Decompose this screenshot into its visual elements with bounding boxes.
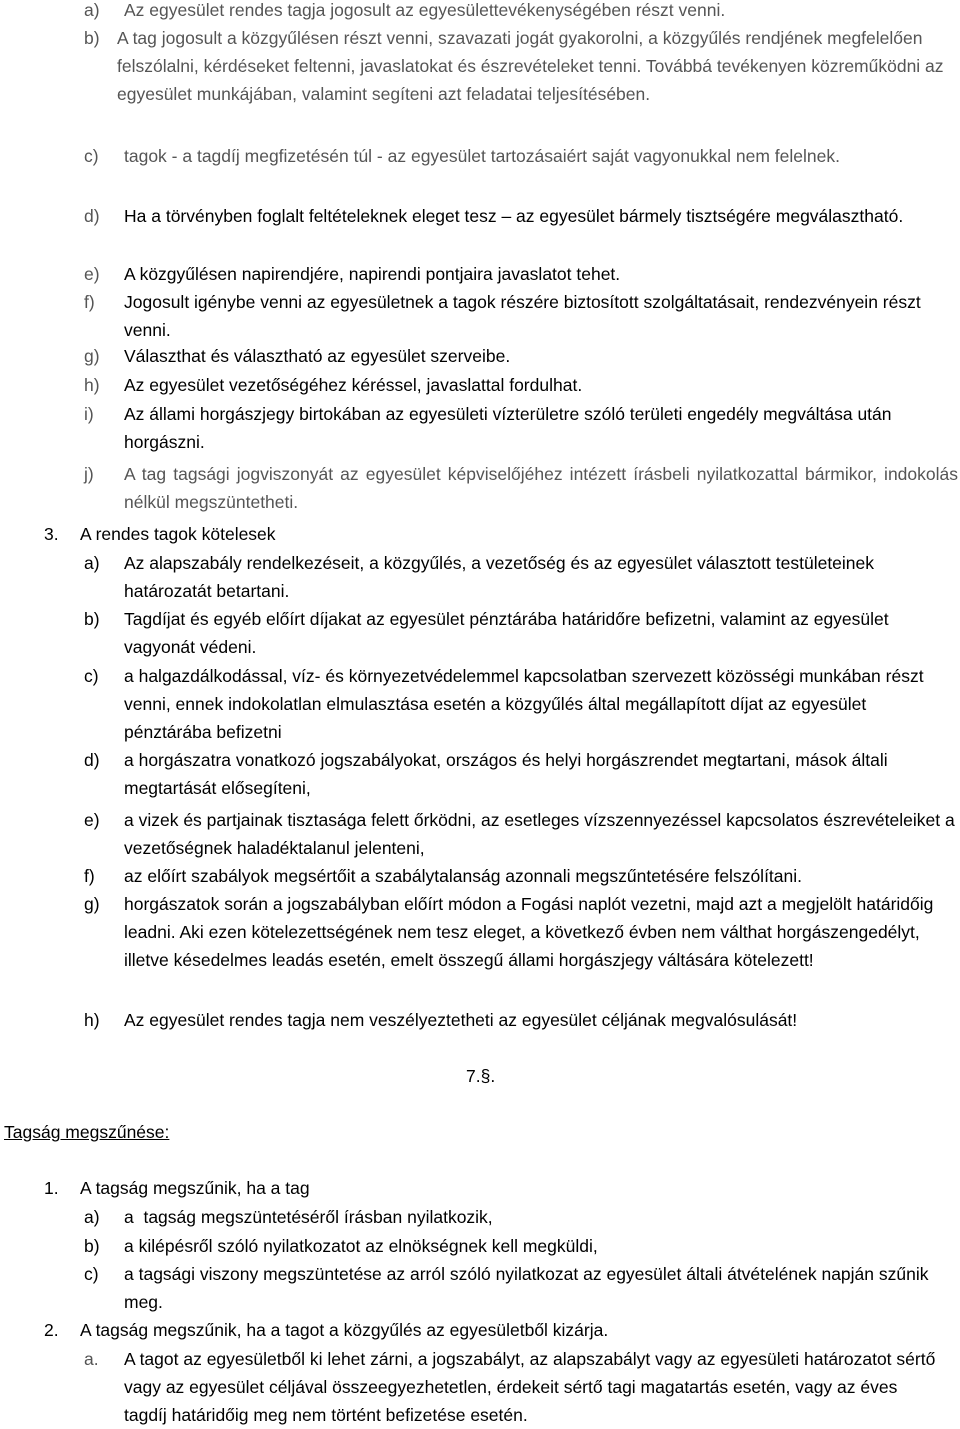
list-item-rights-c [0, 142, 960, 198]
paragraph-number: 7.§. [466, 1066, 496, 1086]
list-text: Az egyesület rendes tagja jogosult az egyesülettevékenységében részt venni. [124, 0, 726, 20]
list-text: a kilépésről szóló nyilatkozatot az elnökségnek kell megküldi, [124, 1236, 598, 1256]
list-text: A tag tagsági jogviszonyát az egyesület képviselőjéhez intézett írásbeli nyilatkozattal bármikor, indokolás nélkül megszüntetheti. [124, 464, 958, 512]
list-text: Az egyesület vezetőségéhez kéréssel, javaslattal fordulhat. [124, 375, 583, 395]
list-label: c) [84, 666, 99, 686]
list-text: horgászatok során a jogszabályban előírt módon a Fogási naplót vezetni, majd azt a megjelölt határidőig leadni. Aki ezen kötelezettségének nem tesz eleget, a következő évben nem válthat horgászengedélyt, illetve késedelmes leadás esetén, emelt összegű állami horgászjegy váltására kötelezett! [124, 894, 934, 970]
section-title: A rendes tagok kötelesek [80, 524, 276, 544]
list-item-duties-g [0, 890, 960, 1002]
list-label: e) [84, 810, 100, 830]
list-item-termination-a [0, 1203, 960, 1231]
list-label: b) [84, 1236, 100, 1256]
list-item-duties-c [0, 662, 960, 746]
list-item-duties-b [0, 605, 960, 661]
list-text: Az egyesület rendes tagja nem veszélyeztetheti az egyesület céljának megvalósulását! [124, 1010, 798, 1030]
list-label: i) [84, 404, 94, 424]
section-heading: Tagság megszűnése: [4, 1122, 170, 1142]
list-item-rights-b [0, 24, 960, 136]
list-label: f) [84, 292, 95, 312]
list-item-duties-f [0, 862, 960, 890]
list-item-termination-b [0, 1232, 960, 1260]
list-label: b) [84, 609, 100, 629]
list-text: Tagdíjat és egyéb előírt díjakat az egyesület pénztárába határidőre befizetni, valamint az egyesület vagyonát védeni. [124, 609, 889, 657]
section-3-title [0, 520, 960, 548]
list-text: a tagság megszüntetéséről írásban nyilatkozik, [124, 1207, 493, 1227]
list-item-duties-e [0, 806, 960, 862]
section-number: 3. [44, 524, 59, 544]
list-item-rights-g [0, 342, 960, 370]
section-title: A tagság megszűnik, ha a tagot a közgyűlés az egyesületből kizárja. [80, 1320, 609, 1340]
list-text: Az állami horgászjegy birtokában az egyesületi vízterületre szóló területi engedély megváltása után horgászni. [124, 404, 892, 452]
list-item-duties-h [0, 1006, 960, 1034]
list-item-rights-e [0, 260, 960, 288]
list-label: j) [84, 464, 94, 484]
list-text: a halgazdálkodással, víz- és környezetvédelemmel kapcsolatban szervezett közösségi munkában részt venni, ennek indokolatlan elmulasztása esetén a közgyűlés által megállapított díjat az egyesület pénztárába befizetni [124, 666, 924, 742]
list-label: h) [84, 1010, 100, 1030]
list-text: Ha a törvényben foglalt feltételeknek eleget tesz – az egyesület bármely tisztségére megválasztható. [124, 206, 904, 226]
list-label: d) [84, 206, 100, 226]
list-label: c) [84, 146, 99, 166]
termination-2-title [0, 1316, 960, 1344]
list-label: f) [84, 866, 95, 886]
list-label: g) [84, 894, 100, 914]
section-title: A tagság megszűnik, ha a tag [80, 1178, 310, 1198]
list-text: Az alapszabály rendelkezéseit, a közgyűlés, a vezetőség és az egyesület választott testületeinek határozatát betartani. [124, 553, 875, 601]
list-label: b) [84, 28, 100, 48]
list-item-rights-d [0, 202, 960, 258]
list-label: a. [84, 1349, 99, 1369]
list-item-termination-c [0, 1260, 960, 1316]
list-label: a) [84, 0, 100, 20]
list-item-duties-a [0, 549, 960, 605]
list-label: c) [84, 1264, 99, 1284]
list-label: e) [84, 264, 100, 284]
list-item-rights-i [0, 400, 960, 456]
list-text: a horgászatra vonatkozó jogszabályokat, országos és helyi horgászrendet megtartani, mások általi megtartását elősegíteni, [124, 750, 888, 798]
list-text: Jogosult igénybe venni az egyesületnek a tagok részére biztosított szolgáltatásait, rendezvényein részt venni. [124, 292, 921, 340]
section-number: 1. [44, 1178, 59, 1198]
list-item-exclusion-a [0, 1345, 960, 1429]
list-text: az előírt szabályok megsértőit a szabálytalanság azonnali megszűntetésére felszólítani. [124, 866, 803, 886]
list-item-rights-j [0, 460, 960, 516]
section-number: 2. [44, 1320, 59, 1340]
list-text: A tagot az egyesületből ki lehet zárni, a jogszabályt, az alapszabályt vagy az egyesületi határozatot sértő vagy az egyesület céljával összeegyezhetetlen, érdekeit sértő tagi magatartás esetén, vagy az éves tagdíj határidőig meg nem történt befizetése esetén. [124, 1349, 936, 1425]
list-label: a) [84, 1207, 100, 1227]
list-label: g) [84, 346, 100, 366]
list-label: a) [84, 553, 100, 573]
list-item-rights-a [0, 0, 960, 24]
termination-1-title [0, 1174, 960, 1202]
list-item-rights-f [0, 288, 960, 344]
list-label: h) [84, 375, 100, 395]
list-label: d) [84, 750, 100, 770]
list-text: A tag jogosult a közgyűlésen részt venni, szavazati jogát gyakorolni, a közgyűlés rendjének megfelelően felszólalni, kérdéseket feltenni, javaslatokat és észrevételeket tenni. Továbbá tevékenyen közreműködni az egyesület munkájában, valamint segíteni azt feladatai teljesítésében. [117, 28, 944, 104]
list-text: tagok - a tagdíj megfizetésén túl - az egyesület tartozásaiért saját vagyonukkal nem felelnek. [124, 146, 840, 166]
list-text: a vizek és partjainak tisztasága felett őrködni, az esetleges vízszennyezéssel kapcsolatos észrevételeiket a vezetőségnek haladéktalanul jelenteni, [124, 810, 955, 858]
list-item-rights-h [0, 371, 960, 399]
list-text: a tagsági viszony megszüntetése az arról szóló nyilatkozat az egyesület általi átvételének napján szűnik meg. [124, 1264, 929, 1312]
list-text: Választhat és választható az egyesület szerveibe. [124, 346, 511, 366]
list-item-duties-d [0, 746, 960, 802]
list-text: A közgyűlésen napirendjére, napirendi pontjaira javaslatot tehet. [124, 264, 621, 284]
